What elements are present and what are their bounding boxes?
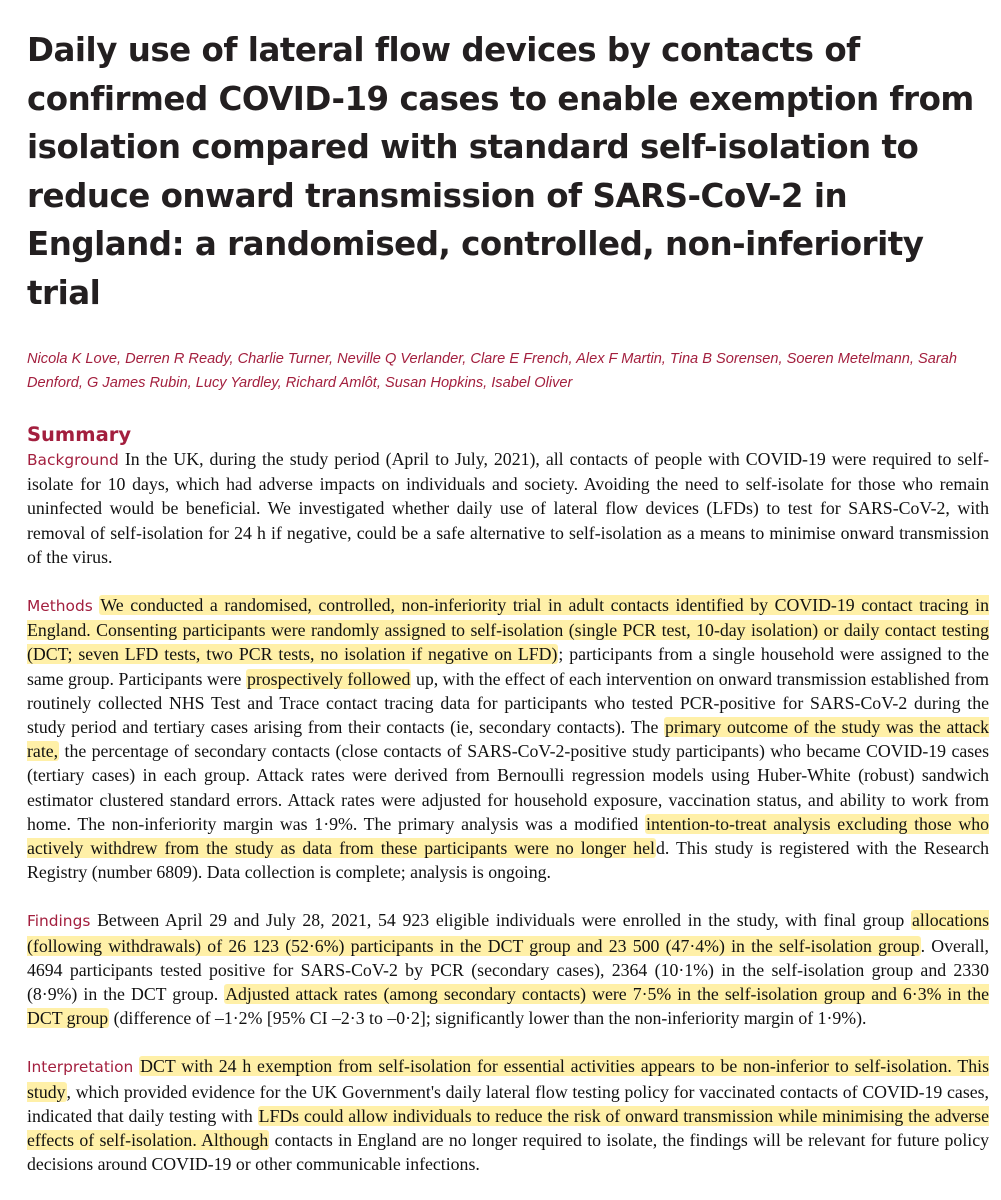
interpretation-label: Interpretation xyxy=(27,1058,134,1077)
findings-text: (difference of –1·2% [95% CI –2·3 to –0·2]; significantly lower than the non-inferiority margin of 1·9%). xyxy=(109,1008,867,1029)
highlight: LFDs could allow individuals to reduce the risk of onward transmission while minimising the adverse effects of self-isolation. Although xyxy=(27,1105,989,1151)
interpretation-text: , which provided evidence for the UK Government's daily lateral flow testing policy for vaccinated contacts of COVID-19 cases, indicated that daily testing with xyxy=(27,1081,989,1126)
findings-text: . Overall, 4694 participants tested positive for SARS-CoV-2 by PCR (secondary cases), 2364 (10·1%) in the self-isolation group and 2330 (8·9%) in the DCT group. xyxy=(27,935,990,1005)
findings-section xyxy=(27,908,989,1030)
highlight: intention-to-treat analysis excluding those who actively withdrew from the study as data from these participants were no longer hel xyxy=(27,813,989,859)
methods-label: Methods xyxy=(27,597,93,616)
methods-section xyxy=(27,593,989,884)
background-section xyxy=(27,447,989,569)
author-list: Nicola K Love, Derren R Ready, Charlie Turner, Neville Q Verlander, Clare E French, Alex F Martin, Tina B Sorensen, Soeren Metelmann, Sarah Denford, G James Rubin, Lucy Yardley, Richard Amlôt, Susan Hopkins, Isabel Oliver xyxy=(27,351,957,391)
background-label: Background xyxy=(27,451,119,469)
methods-text: the percentage of secondary contacts (close contacts of SARS-CoV-2-positive study participants) who became COVID-19 cases (tertiary cases) in each group. Attack rates were derived from Bernoulli regression models using Huber-White (robust) sandwich estimator clustered standard errors. Attack rates were adjusted for household exposure, vaccination status, and ability to work from home. The non-inferiority margin was 1·9%. The primary analysis was a modified xyxy=(27,741,989,834)
highlight: allocations (following withdrawals) of 26 123 (52·6%) participants in the DCT group and 23 500 (47·4%) in the self-isolation group xyxy=(27,910,990,956)
article-title: Daily use of lateral flow devices by contacts of confirmed COVID-19 cases to enable exemption from isolation compared with standard self-isolation to reduce onward transmission of SARS-CoV-2 in England: a randomised, controlled, non-inferiority trial xyxy=(27,31,974,312)
findings-label: Findings xyxy=(27,912,91,931)
interpretation-text: contacts in England are no longer required to isolate, the findings will be relevant for future policy decisions around COVID-19 or other communicable infections. xyxy=(27,1130,989,1175)
findings-text: Between April 29 and July 28, 2021, 54 923 eligible individuals were enrolled in the study, with final group xyxy=(97,910,911,931)
highlight: prospectively followed xyxy=(246,668,411,689)
methods-text: d. This study is registered with the Research Registry (number 6809). Data collection is complete; analysis is ongoing. xyxy=(27,838,990,883)
background-text: In the UK, during the study period (April to July, 2021), all contacts of people with COVID-19 were required to self-isolate for 10 days, which had adverse impacts on individuals and society. Avoiding the need to self-isolate for those who remain uninfected would be beneficial. We investigated whether daily use of lateral flow devices (LFDs) to test for SARS-CoV-2, with removal of self-isolation for 24 h if negative, could be a safe alternative to self-isolation as a means to minimise onward transmission of the virus. xyxy=(27,449,989,567)
highlight: DCT with 24 h exemption from self-isolation for essential activities appears to be non-inferior to self-isolation. This study xyxy=(27,1056,989,1102)
summary-heading: Summary xyxy=(27,423,132,446)
interpretation-section xyxy=(27,1054,989,1176)
highlight: primary outcome of the study was the attack rate, xyxy=(27,717,989,762)
methods-text: up, with the effect of each intervention on onward transmission established from routinely collected NHS Test and Trace contact tracing data for participants who tested PCR-positive for SARS-CoV-2 during the study period and tertiary cases arising from their contacts (ie, secondary contacts). The xyxy=(27,668,989,738)
highlight: Adjusted attack rates (among secondary contacts) were 7·5% in the self-isolation group and 6·3% in the DCT group xyxy=(27,984,990,1029)
methods-text: ; participants from a single household were assigned to the same group. Participants were xyxy=(27,644,989,689)
highlight: We conducted a randomised, controlled, non-inferiority trial in adult contacts identified by COVID-19 contact tracing in England. Consenting participants were randomly assigned to self-isolation (single PCR test, 10-day isolation) or daily contact testing (DCT; seven LFD tests, two PCR tests, no isolation if negative on LFD) xyxy=(27,595,989,665)
